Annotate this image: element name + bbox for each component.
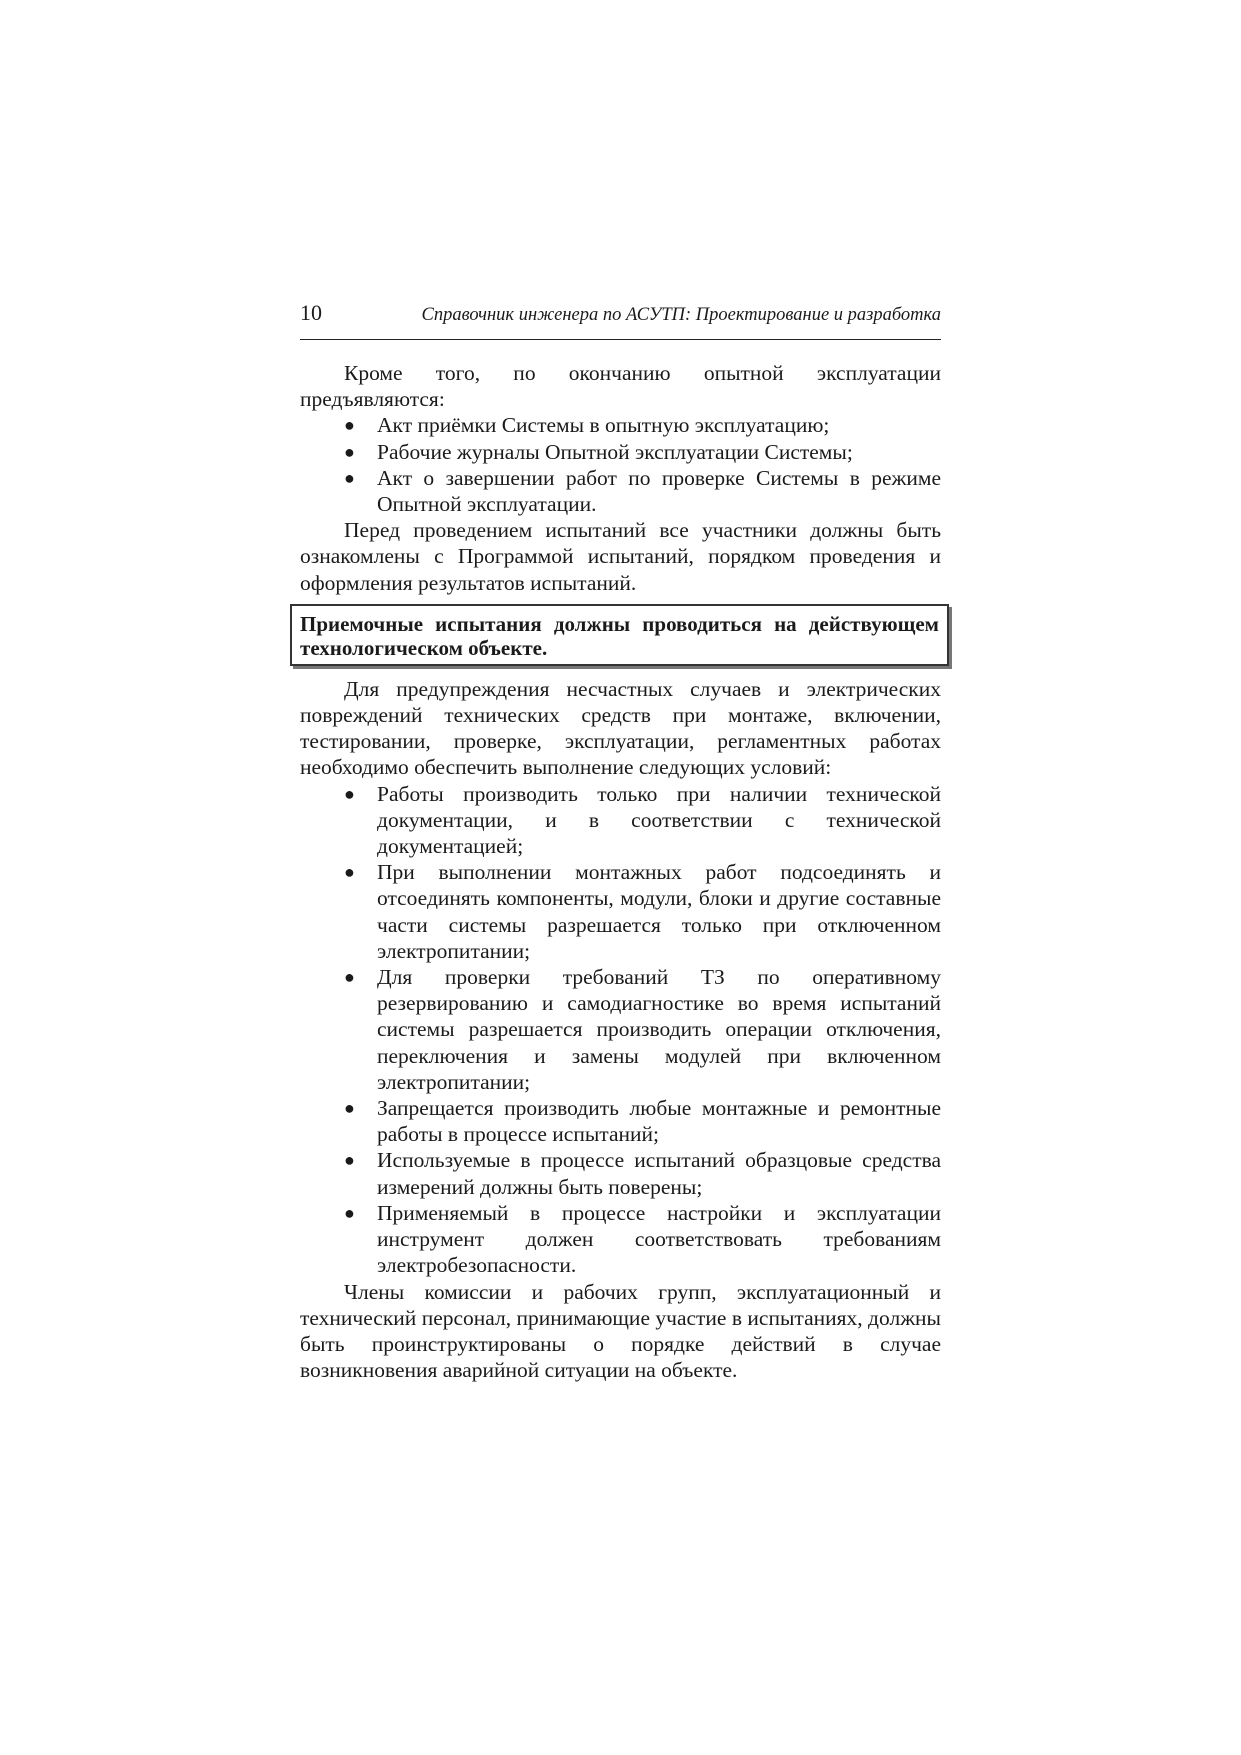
list-item: ● Работы производить только при наличии технической документации, и в соответствии с технической документацией; <box>344 781 941 859</box>
list-item: ● Для проверки требований ТЗ по оперативному резервированию и самодиагностике во время испытаний системы разрешается производить операции отключения, переключения и замены модулей при включенном электропитании; <box>344 965 941 1094</box>
bullet-icon: ● <box>344 467 355 488</box>
bullet-icon: ● <box>344 1202 355 1223</box>
intro-list <box>300 412 941 517</box>
book-page <box>300 300 941 1383</box>
safety-paragraph: Для предупреждения несчастных случаев и электрических повреждений технических средств при монтаже, включении, тестировании, проверке, эксплуатации, регламентных работах необходимо обеспечить выполнение следующих условий: <box>300 676 941 780</box>
bullet-icon: ● <box>344 862 355 883</box>
list-item: ● Рабочие журналы Опытной эксплуатации Системы; <box>344 439 853 464</box>
bullet-icon: ● <box>344 1098 355 1119</box>
bullet-icon: ● <box>344 1150 355 1171</box>
safety-list <box>300 781 941 1279</box>
page-body <box>300 360 941 1383</box>
closing-paragraph: Члены комиссии и рабочих групп, эксплуатационный и технический персонал, принимающие участие в испытаниях, должны быть проинструктированы о порядке действий в случае возникновения аварийной ситуации на объекте. <box>300 1279 941 1383</box>
list-item: ● Применяемый в процессе настройки и эксплуатации инструмент должен соответствовать требованиям электробезопасности. <box>344 1200 941 1278</box>
running-title: Справочник инженера по АСУТП: Проектирование и разработка <box>421 305 941 325</box>
list-item: ● Акт о завершении работ по проверке Системы в режиме Опытной эксплуатации. <box>344 465 941 517</box>
bullet-icon: ● <box>344 967 355 988</box>
bullet-icon: ● <box>344 783 355 804</box>
list-item: ● Запрещается производить любые монтажные и ремонтные работы в процессе испытаний; <box>344 1096 941 1147</box>
list-item: ● При выполнении монтажных работ подсоединять и отсоединять компоненты, модули, блоки и другие составные части системы разрешается только при отключенном электропитании; <box>344 860 941 963</box>
bullet-icon: ● <box>344 415 355 436</box>
page-number: 10 <box>300 300 322 325</box>
intro-paragraph: Кроме того, по окончанию опытной эксплуатации предъявляются: <box>300 361 941 412</box>
pretest-paragraph: Перед проведением испытаний все участники должны быть ознакомлены с Программой испытаний, порядком проведения и оформления результатов испытаний. <box>300 518 941 595</box>
bullet-icon: ● <box>344 441 355 462</box>
running-header <box>300 300 941 340</box>
list-item: ● Используемые в процессе испытаний образцовые средства измерений должны быть поверены; <box>344 1148 941 1199</box>
list-item: ● Акт приёмки Системы в опытную эксплуатацию; <box>344 413 830 438</box>
callout-box: Приемочные испытания должны проводиться на действующем технологическом объекте. <box>290 604 949 666</box>
